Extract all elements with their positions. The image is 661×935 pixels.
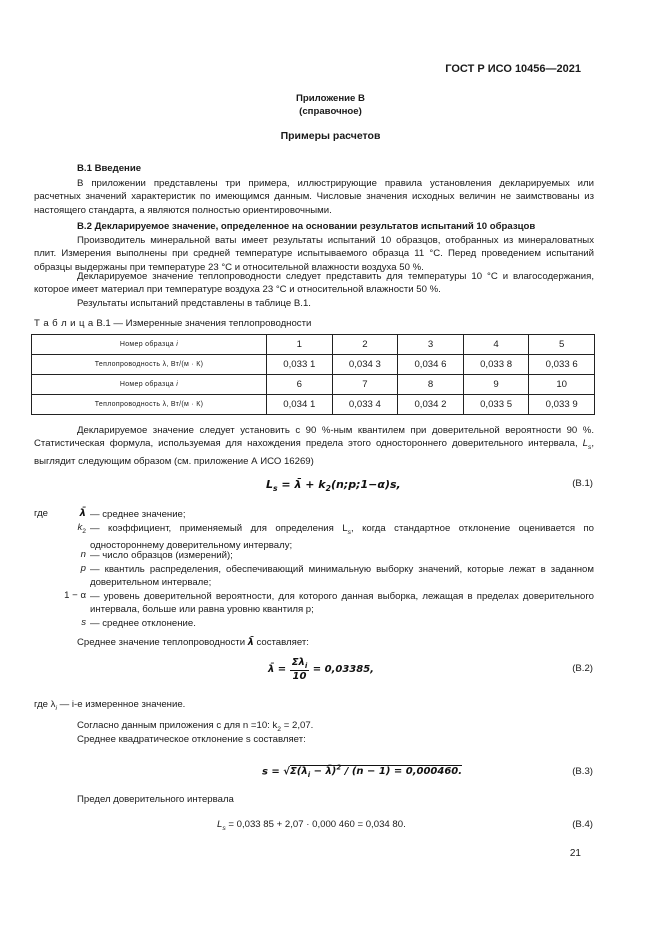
def-term: n [80,549,86,560]
appendix-heading: Примеры расчетов [280,130,381,142]
table-cell: 0,033 8 [463,355,529,375]
table-cell: 0,033 1 [267,355,333,375]
formula-b3: $s = √\Sigma(\lambda_i$ − λ̄)$^2$ / (n − 1) = 0,000460. [262,764,463,780]
equation-number-b4: (В.4) [572,819,593,830]
def-term: 1 − α [64,590,86,601]
formula-b2: λ̄ = $\frac{\Sigma\lambda_i}{10}$ = 0,03385, [268,657,374,682]
conductivity-table [31,334,595,415]
def-text: — квантиль распределения, обеспечивающий минимальную выборку значений, которые лежат в заданном доверительном интервале; [90,564,594,589]
where-lambda-i: где $\lambda_i$ — i-е измеренное значение. [34,699,186,712]
row-label-lambda: Теплопроводность λ, Вт/(м · К) [32,395,267,415]
equation-number-b2: (В.2) [572,663,593,674]
table-cell: 9 [463,375,529,395]
section-b2-para1: Производитель минеральной ваты имеет результаты испытаний 10 образцов, отобранных из минераловатных плит. Измерения выполнены при средней температуре испытываемого образца 11 °С. Перед проведением испытаний образцы выдержаны при температуре 23 °С и относительной влажности воздуха 50 %. [34,235,594,273]
table-cell: 0,034 2 [398,395,464,415]
def-term: λ̄ [79,508,86,519]
table-row [32,355,595,375]
table-cell: 0,033 5 [463,395,529,415]
table-cell: 1 [267,335,333,355]
section-b2-para3: Результаты испытаний представлены в таблице В.1. [77,298,311,309]
row-label-lambda: Теплопроводность λ, Вт/(м · К) [32,355,267,375]
declared-value-text: Декларируемое значение следует установить с 90 %-ным квантилем при доверительной вероятности 90 %. Статистическая формула, используемая для нахождения предела этого одностороннего доверительного интервала, $L_s$, выглядит следующим образом (см. приложение А ИСО 16269) [34,425,594,467]
def-text: — уровень доверительной вероятности, для которого данная выборка, лежащая в пределах доверительного интервала, больше или равна уровню квантиля p; [90,591,594,616]
def-text: — коэффициент, применяемый для определения $L_s$, когда стандартное отклонение оценивается по одностороннему доверительному интервалу; [90,523,594,552]
table-cell: 7 [332,375,398,395]
appendix-subtitle: (справочное) [299,106,362,117]
def-text: — число образцов (измерений); [90,550,233,561]
table-cell: 0,034 1 [267,395,333,415]
table-cell: 0,033 6 [529,355,595,375]
def-text: — среднее отклонение. [90,618,196,629]
def-term: s [81,617,86,628]
appendix-title: Приложение В [296,93,365,104]
def-text: — среднее значение; [90,509,186,520]
formula-b4: $L_s = 0,033$ 85 + 2,07 · 0,000 460 = 0,034 80. [217,819,406,832]
table-cell: 0,034 6 [398,355,464,375]
limit-text: Предел доверительного интервала [77,794,234,805]
table-cell: 3 [398,335,464,355]
def-term: p [80,563,86,574]
table-cell: 0,033 9 [529,395,595,415]
table-cell: 2 [332,335,398,355]
std-dev-text: Среднее квадратическое отклонение s составляет: [77,734,306,745]
table-row [32,395,595,415]
table-row [32,375,595,395]
table-cell: 0,033 4 [332,395,398,415]
table-cell: 4 [463,335,529,355]
table-cell: 8 [398,375,464,395]
table-caption-prefix: Т а б л и ц а [34,318,94,329]
k2-text: Согласно данным приложения с для n =10: $k_2 = 2,07$. [77,720,314,733]
formula-b1: $L_s$ = λ̄ + $k_2(n;p;1-\alpha)s$, [266,478,401,494]
equation-number-b3: (В.3) [572,766,593,777]
equation-number-b1: (В.1) [572,478,593,489]
where-label: где [34,508,49,519]
mean-text: Среднее значение теплопроводности λ̄ составляет: [77,637,309,648]
section-b1-text: В приложении представлены три примера, иллюстрирующие правила установления декларируемых или расчетных значений характеристик по имеющимся данным. Числовые значения исходных величин не заимствованы из настоящего стандарта, а являются полностью ориентировочными. [34,178,594,216]
section-b1-heading: В.1 Введение [77,163,142,174]
standard-header: ГОСТ Р ИСО 10456—2021 [445,63,581,75]
section-b2-heading: В.2 Декларируемое значение, определенное на основании результатов испытаний 10 образцов [77,221,536,232]
page-number: 21 [569,848,581,859]
row-label-sample: Номер образца i [32,335,267,355]
def-term: $k_2$ [77,522,86,535]
row-label-sample: Номер образца i [32,375,267,395]
table-cell: 10 [529,375,595,395]
table-caption-text: В.1 — Измеренные значения теплопроводности [96,318,312,329]
section-b2-para2: Декларируемое значение теплопроводности следует представить для температуры 10 °С и влагосодержания, которое имеет материал при температуре воздуха 23 °С и относительной влажности 50 %. [34,271,594,296]
table-cell: 0,034 3 [332,355,398,375]
table-cell: 6 [267,375,333,395]
table-row [32,335,595,355]
table-cell: 5 [529,335,595,355]
table-caption [34,318,311,329]
